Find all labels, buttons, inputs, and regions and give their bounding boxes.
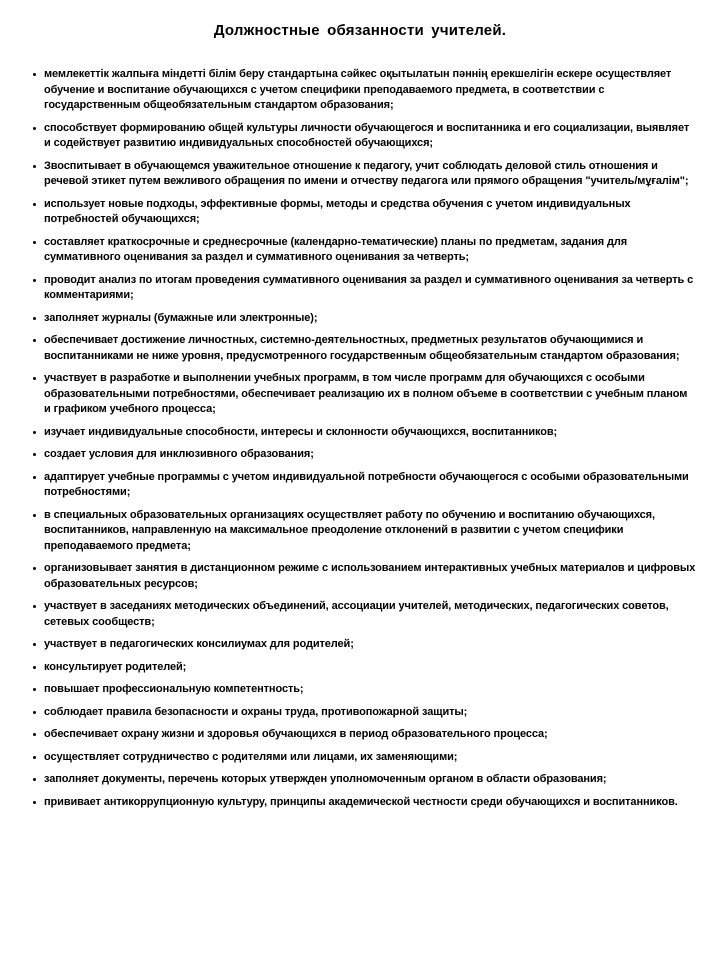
bullet-icon — [33, 514, 36, 517]
list-item-text: организовывает занятия в дистанционном режиме с использованием интерактивных учебных материалов и цифровых образовательных ресурсов; — [44, 562, 696, 590]
list-item-text: обеспечивает достижение личностных, системно-деятельностных, предметных результатов обучающимися и воспитанниками не ниже уровня, предусмотренного государственным общеобязательным стандартом образования; — [44, 334, 680, 362]
list-item-text: способствует формированию общей культуры личности обучающегося и воспитанника и его социализации, выявляет и содействует развитию индивидуальных способностей обучающихся; — [44, 121, 690, 149]
bullet-icon — [33, 605, 36, 608]
bullet-icon — [33, 339, 36, 342]
list-item — [33, 727, 696, 743]
bullet-icon — [33, 476, 36, 479]
list-item — [33, 447, 696, 463]
list-item — [33, 637, 696, 653]
list-item — [33, 705, 696, 721]
list-item-text: составляет краткосрочные и среднесрочные (календарно-тематические) планы по предметам, задания для суммативного оценивания за раздел и суммативного оценивания за четверть; — [44, 235, 628, 263]
list-item-text: участвует в педагогических консилиумах для родителей; — [44, 638, 354, 650]
list-item-text: проводит анализ по итогам проведения суммативного оценивания за раздел и суммативного оценивания за четверть с комментариями; — [44, 273, 694, 301]
list-item-text: обеспечивает охрану жизни и здоровья обучающихся в период образовательного процесса; — [44, 728, 548, 740]
list-item-text: консультирует родителей; — [44, 660, 187, 673]
bullet-icon — [33, 643, 36, 646]
list-item-text: в специальных образовательных организациях осуществляет работу по обучению и воспитанию обучающихся, воспитанников, направленную на максимальное преодоление отклонений в развитии с учетом специфики преподаваемого предмета; — [44, 508, 655, 552]
list-item — [33, 67, 696, 114]
list-item — [33, 599, 696, 630]
list-item — [33, 508, 696, 555]
bullet-icon — [33, 801, 36, 804]
list-item-text: мемлекеттік жалпыға міндетті білім беру стандартына сәйкес оқытылатын пәннің ерекшелігін ескере осуществляет обучение и воспитание обучающихся с учетом специфики преподаваемого предмета, в соответствии с государственным общеобязательным стандартом образования; — [44, 68, 672, 111]
list-item — [33, 470, 696, 501]
list-item — [33, 273, 696, 304]
bullet-icon — [33, 688, 36, 691]
list-item — [33, 121, 696, 152]
list-item — [33, 425, 696, 441]
bullet-icon — [33, 279, 36, 282]
list-item-text: участвует в разработке и выполнении учебных программ, в том числе программ для обучающихся с особыми образовательными потребностями, обеспечивает реализацию их в полном объеме в соответствии с учебным планом и графиком учебного процесса; — [44, 372, 688, 415]
list-item-text: осуществляет сотрудничество с родителями или лицами, их заменяющими; — [44, 750, 458, 763]
list-item-text: адаптирует учебные программы с учетом индивидуальной потребности обучающегося с особыми образовательными потребностями; — [44, 470, 689, 498]
list-item — [33, 772, 696, 788]
list-item-text: прививает антикоррупционную культуру, принципы академической честности среди обучающихся и воспитанников. — [44, 795, 678, 808]
bullet-icon — [33, 431, 36, 434]
bullet-icon — [33, 73, 36, 76]
list-item — [33, 311, 696, 327]
bullet-icon — [33, 567, 36, 570]
list-item-text: Звоспитывает в обучающемся уважительное отношение к педагогу, учит соблюдать деловой стиль отношения и речевой этикет путем вежливого обращения по имени и отчеству педагога или прямого обращения "учитель/мұғалім"; — [44, 159, 689, 187]
list-item — [33, 795, 696, 811]
list-item-text: изучает индивидуальные способности, интересы и склонности обучающихся, воспитанников; — [44, 425, 558, 438]
list-item-text: повышает профессиональную компетентность; — [44, 683, 304, 695]
list-item — [33, 750, 696, 766]
list-item — [33, 197, 696, 228]
list-item — [33, 561, 696, 592]
list-item-text: заполняет документы, перечень которых утвержден уполномоченным органом в области образования; — [44, 773, 607, 785]
bullet-icon — [33, 317, 36, 320]
list-item — [33, 235, 696, 266]
list-item-text: использует новые подходы, эффективные формы, методы и средства обучения с учетом индивидуальных потребностей обучающихся; — [44, 197, 631, 225]
list-item — [33, 682, 696, 698]
list-item — [33, 660, 696, 676]
bullet-icon — [33, 711, 36, 714]
bullet-icon — [33, 127, 36, 130]
bullet-icon — [33, 666, 36, 669]
list-item-text: создает условия для инклюзивного образования; — [44, 448, 314, 460]
bullet-icon — [33, 756, 36, 759]
list-item-text: участвует в заседаниях методических объединений, ассоциации учителей, методических, педагогических советов, сетевых сообществ; — [44, 600, 669, 628]
list-item — [33, 333, 696, 364]
list-item — [33, 159, 696, 190]
bullet-icon — [33, 203, 36, 206]
list-item-text: соблюдает правила безопасности и охраны труда, противопожарной защиты; — [44, 705, 468, 718]
bullet-icon — [33, 733, 36, 736]
bullet-icon — [33, 453, 36, 456]
list-item-text: заполняет журналы (бумажные или электронные); — [44, 311, 318, 324]
bullet-icon — [33, 377, 36, 380]
bullet-icon — [33, 165, 36, 168]
bullet-icon — [33, 778, 36, 781]
list-item — [33, 371, 696, 418]
duties-list — [33, 67, 696, 810]
bullet-icon — [33, 241, 36, 244]
page-title: Должностные обязанности учителей. — [213, 22, 507, 39]
